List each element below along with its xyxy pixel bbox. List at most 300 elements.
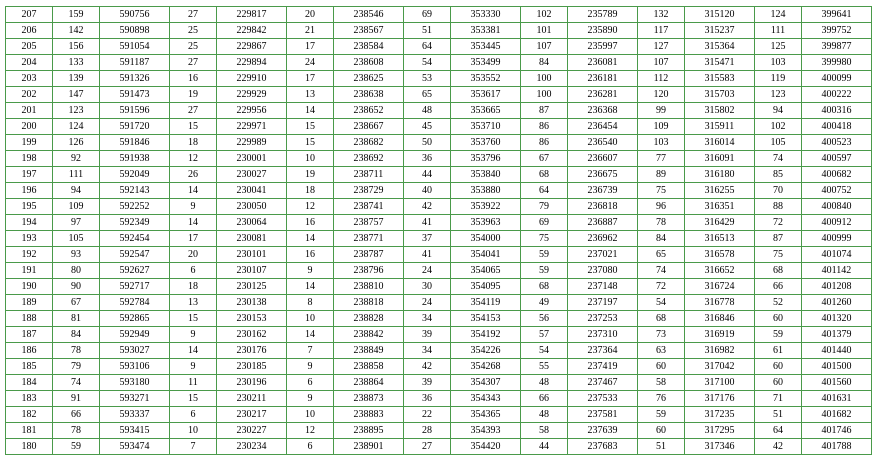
table-cell[interactable]: 14	[287, 231, 334, 247]
table-cell[interactable]: 237021	[568, 247, 638, 263]
table-cell[interactable]: 316982	[685, 343, 755, 359]
table-cell[interactable]: 9	[170, 359, 217, 375]
table-cell[interactable]: 81	[53, 311, 100, 327]
table-cell[interactable]: 44	[521, 439, 568, 455]
table-cell[interactable]: 353499	[451, 55, 521, 71]
table-cell[interactable]: 401379	[802, 327, 872, 343]
table-cell[interactable]: 198	[6, 151, 53, 167]
table-cell[interactable]: 236887	[568, 215, 638, 231]
table-cell[interactable]: 100	[521, 87, 568, 103]
table-cell[interactable]: 41	[404, 247, 451, 263]
table-cell[interactable]: 238667	[334, 119, 404, 135]
table-cell[interactable]: 315911	[685, 119, 755, 135]
table-cell[interactable]: 25	[170, 39, 217, 55]
table-cell[interactable]: 353381	[451, 23, 521, 39]
table-cell[interactable]: 21	[287, 23, 334, 39]
table-cell[interactable]: 401560	[802, 375, 872, 391]
table-cell[interactable]: 132	[638, 7, 685, 23]
table-cell[interactable]: 236368	[568, 103, 638, 119]
table-cell[interactable]: 69	[521, 215, 568, 231]
table-cell[interactable]: 102	[755, 119, 802, 135]
table-cell[interactable]: 238546	[334, 7, 404, 23]
table-cell[interactable]: 6	[170, 263, 217, 279]
table-cell[interactable]: 591187	[100, 55, 170, 71]
table-cell[interactable]: 59	[755, 327, 802, 343]
table-cell[interactable]: 238873	[334, 391, 404, 407]
table-cell[interactable]: 127	[638, 39, 685, 55]
table-cell[interactable]: 317346	[685, 439, 755, 455]
table-cell[interactable]: 400099	[802, 71, 872, 87]
table-cell[interactable]: 592627	[100, 263, 170, 279]
table-cell[interactable]: 592784	[100, 295, 170, 311]
table-cell[interactable]: 124	[53, 119, 100, 135]
table-cell[interactable]: 41	[404, 215, 451, 231]
table-cell[interactable]: 230107	[217, 263, 287, 279]
table-cell[interactable]: 400682	[802, 167, 872, 183]
table-cell[interactable]: 87	[755, 231, 802, 247]
table-cell[interactable]: 400840	[802, 199, 872, 215]
table-cell[interactable]: 65	[404, 87, 451, 103]
table-cell[interactable]: 354095	[451, 279, 521, 295]
table-cell[interactable]: 51	[404, 23, 451, 39]
table-cell[interactable]: 401208	[802, 279, 872, 295]
table-cell[interactable]: 207	[6, 7, 53, 23]
table-cell[interactable]: 9	[287, 391, 334, 407]
table-cell[interactable]: 238810	[334, 279, 404, 295]
table-cell[interactable]: 238567	[334, 23, 404, 39]
table-cell[interactable]: 7	[287, 343, 334, 359]
table-cell[interactable]: 230234	[217, 439, 287, 455]
table-cell[interactable]: 119	[755, 71, 802, 87]
table-cell[interactable]: 48	[521, 407, 568, 423]
table-cell[interactable]: 9	[287, 263, 334, 279]
table-cell[interactable]: 315802	[685, 103, 755, 119]
table-cell[interactable]: 74	[53, 375, 100, 391]
table-cell[interactable]: 235789	[568, 7, 638, 23]
table-cell[interactable]: 89	[638, 167, 685, 183]
table-cell[interactable]: 238652	[334, 103, 404, 119]
table-cell[interactable]: 353880	[451, 183, 521, 199]
table-cell[interactable]: 238711	[334, 167, 404, 183]
table-cell[interactable]: 193	[6, 231, 53, 247]
table-cell[interactable]: 182	[6, 407, 53, 423]
table-cell[interactable]: 316429	[685, 215, 755, 231]
table-cell[interactable]: 230041	[217, 183, 287, 199]
table-cell[interactable]: 316778	[685, 295, 755, 311]
table-cell[interactable]: 593180	[100, 375, 170, 391]
table-cell[interactable]: 401260	[802, 295, 872, 311]
table-cell[interactable]: 317042	[685, 359, 755, 375]
table-cell[interactable]: 202	[6, 87, 53, 103]
table-cell[interactable]: 84	[638, 231, 685, 247]
table-cell[interactable]: 592349	[100, 215, 170, 231]
table-cell[interactable]: 230050	[217, 199, 287, 215]
table-cell[interactable]: 229817	[217, 7, 287, 23]
table-cell[interactable]: 18	[170, 279, 217, 295]
table-cell[interactable]: 195	[6, 199, 53, 215]
table-cell[interactable]: 107	[638, 55, 685, 71]
table-cell[interactable]: 230101	[217, 247, 287, 263]
table-cell[interactable]: 86	[521, 135, 568, 151]
table-cell[interactable]: 18	[287, 183, 334, 199]
table-cell[interactable]: 92	[53, 151, 100, 167]
table-cell[interactable]: 112	[638, 71, 685, 87]
table-cell[interactable]: 52	[755, 295, 802, 311]
table-cell[interactable]: 353963	[451, 215, 521, 231]
table-cell[interactable]: 591720	[100, 119, 170, 135]
table-cell[interactable]: 44	[404, 167, 451, 183]
table-cell[interactable]: 14	[170, 183, 217, 199]
table-cell[interactable]: 78	[53, 343, 100, 359]
table-cell[interactable]: 17	[287, 39, 334, 55]
table-cell[interactable]: 199	[6, 135, 53, 151]
table-cell[interactable]: 15	[287, 119, 334, 135]
table-cell[interactable]: 235997	[568, 39, 638, 55]
table-cell[interactable]: 24	[404, 295, 451, 311]
table-cell[interactable]: 399641	[802, 7, 872, 23]
table-cell[interactable]: 316255	[685, 183, 755, 199]
table-cell[interactable]: 230162	[217, 327, 287, 343]
table-cell[interactable]: 229842	[217, 23, 287, 39]
table-cell[interactable]: 12	[287, 423, 334, 439]
table-cell[interactable]: 34	[404, 311, 451, 327]
table-cell[interactable]: 238796	[334, 263, 404, 279]
table-cell[interactable]: 315583	[685, 71, 755, 87]
table-cell[interactable]: 592252	[100, 199, 170, 215]
table-cell[interactable]: 238858	[334, 359, 404, 375]
table-cell[interactable]: 14	[287, 279, 334, 295]
table-cell[interactable]: 60	[638, 423, 685, 439]
table-cell[interactable]: 592143	[100, 183, 170, 199]
table-cell[interactable]: 592049	[100, 167, 170, 183]
table-cell[interactable]: 399980	[802, 55, 872, 71]
table-cell[interactable]: 64	[755, 423, 802, 439]
table-cell[interactable]: 102	[521, 7, 568, 23]
table-cell[interactable]: 401746	[802, 423, 872, 439]
table-cell[interactable]: 77	[638, 151, 685, 167]
table-cell[interactable]: 70	[755, 183, 802, 199]
table-cell[interactable]: 183	[6, 391, 53, 407]
table-cell[interactable]: 60	[638, 359, 685, 375]
table-cell[interactable]: 237467	[568, 375, 638, 391]
table-cell[interactable]: 592547	[100, 247, 170, 263]
table-cell[interactable]: 354041	[451, 247, 521, 263]
table-cell[interactable]: 238901	[334, 439, 404, 455]
table-cell[interactable]: 317295	[685, 423, 755, 439]
table-cell[interactable]: 354365	[451, 407, 521, 423]
table-cell[interactable]: 30	[404, 279, 451, 295]
table-cell[interactable]: 36	[404, 151, 451, 167]
table-cell[interactable]: 593415	[100, 423, 170, 439]
table-cell[interactable]: 74	[638, 263, 685, 279]
table-cell[interactable]: 17	[170, 231, 217, 247]
table-cell[interactable]: 236818	[568, 199, 638, 215]
table-cell[interactable]: 84	[521, 55, 568, 71]
table-cell[interactable]: 592717	[100, 279, 170, 295]
table-cell[interactable]: 42	[755, 439, 802, 455]
table-cell[interactable]: 63	[638, 343, 685, 359]
table-cell[interactable]: 16	[170, 71, 217, 87]
table-cell[interactable]: 353710	[451, 119, 521, 135]
table-cell[interactable]: 19	[170, 87, 217, 103]
table-cell[interactable]: 229929	[217, 87, 287, 103]
table-cell[interactable]: 591596	[100, 103, 170, 119]
table-cell[interactable]: 147	[53, 87, 100, 103]
table-cell[interactable]: 103	[638, 135, 685, 151]
table-cell[interactable]: 353617	[451, 87, 521, 103]
table-cell[interactable]: 192	[6, 247, 53, 263]
table-cell[interactable]: 592865	[100, 311, 170, 327]
table-cell[interactable]: 238729	[334, 183, 404, 199]
table-cell[interactable]: 72	[755, 215, 802, 231]
table-cell[interactable]: 354393	[451, 423, 521, 439]
table-cell[interactable]: 14	[170, 343, 217, 359]
table-cell[interactable]: 73	[638, 327, 685, 343]
table-cell[interactable]: 238692	[334, 151, 404, 167]
table-cell[interactable]: 54	[638, 295, 685, 311]
table-cell[interactable]: 237683	[568, 439, 638, 455]
table-cell[interactable]: 353840	[451, 167, 521, 183]
table-cell[interactable]: 15	[170, 391, 217, 407]
table-cell[interactable]: 400912	[802, 215, 872, 231]
table-cell[interactable]: 238682	[334, 135, 404, 151]
table-cell[interactable]: 59	[638, 407, 685, 423]
table-cell[interactable]: 24	[287, 55, 334, 71]
table-cell[interactable]: 79	[521, 199, 568, 215]
table-cell[interactable]: 230211	[217, 391, 287, 407]
table-cell[interactable]: 354192	[451, 327, 521, 343]
table-cell[interactable]: 9	[170, 327, 217, 343]
table-cell[interactable]: 68	[521, 279, 568, 295]
table-cell[interactable]: 230185	[217, 359, 287, 375]
table-cell[interactable]: 230153	[217, 311, 287, 327]
table-cell[interactable]: 591473	[100, 87, 170, 103]
table-cell[interactable]: 111	[53, 167, 100, 183]
table-cell[interactable]: 27	[170, 55, 217, 71]
table-cell[interactable]: 11	[170, 375, 217, 391]
table-cell[interactable]: 354065	[451, 263, 521, 279]
table-cell[interactable]: 238864	[334, 375, 404, 391]
table-cell[interactable]: 230138	[217, 295, 287, 311]
table-cell[interactable]: 18	[170, 135, 217, 151]
table-cell[interactable]: 399877	[802, 39, 872, 55]
table-cell[interactable]: 84	[53, 327, 100, 343]
table-cell[interactable]: 74	[755, 151, 802, 167]
table-cell[interactable]: 315120	[685, 7, 755, 23]
table-cell[interactable]: 48	[521, 375, 568, 391]
table-cell[interactable]: 353552	[451, 71, 521, 87]
table-cell[interactable]: 188	[6, 311, 53, 327]
table-cell[interactable]: 15	[170, 311, 217, 327]
table-cell[interactable]: 101	[521, 23, 568, 39]
table-cell[interactable]: 230125	[217, 279, 287, 295]
table-cell[interactable]: 353796	[451, 151, 521, 167]
table-cell[interactable]: 316846	[685, 311, 755, 327]
table-cell[interactable]: 317235	[685, 407, 755, 423]
table-cell[interactable]: 229867	[217, 39, 287, 55]
table-cell[interactable]: 57	[521, 327, 568, 343]
table-cell[interactable]: 315471	[685, 55, 755, 71]
table-cell[interactable]: 126	[53, 135, 100, 151]
table-cell[interactable]: 7	[170, 439, 217, 455]
table-cell[interactable]: 185	[6, 359, 53, 375]
table-cell[interactable]: 59	[521, 263, 568, 279]
table-cell[interactable]: 229989	[217, 135, 287, 151]
table-cell[interactable]: 6	[287, 439, 334, 455]
table-cell[interactable]: 237581	[568, 407, 638, 423]
table-cell[interactable]: 230176	[217, 343, 287, 359]
table-cell[interactable]: 317176	[685, 391, 755, 407]
table-cell[interactable]: 69	[404, 7, 451, 23]
table-cell[interactable]: 315364	[685, 39, 755, 55]
table-cell[interactable]: 78	[53, 423, 100, 439]
table-cell[interactable]: 27	[170, 103, 217, 119]
table-cell[interactable]: 6	[170, 407, 217, 423]
table-cell[interactable]: 6	[287, 375, 334, 391]
table-cell[interactable]: 48	[404, 103, 451, 119]
table-cell[interactable]: 593474	[100, 439, 170, 455]
table-cell[interactable]: 49	[521, 295, 568, 311]
table-cell[interactable]: 66	[53, 407, 100, 423]
table-cell[interactable]: 236081	[568, 55, 638, 71]
table-cell[interactable]: 315237	[685, 23, 755, 39]
table-cell[interactable]: 107	[521, 39, 568, 55]
table-cell[interactable]: 133	[53, 55, 100, 71]
table-cell[interactable]: 17	[287, 71, 334, 87]
table-cell[interactable]: 24	[404, 263, 451, 279]
table-cell[interactable]: 13	[170, 295, 217, 311]
table-cell[interactable]: 9	[170, 199, 217, 215]
table-cell[interactable]: 94	[755, 103, 802, 119]
table-cell[interactable]: 237419	[568, 359, 638, 375]
table-cell[interactable]: 592949	[100, 327, 170, 343]
table-cell[interactable]: 400222	[802, 87, 872, 103]
table-cell[interactable]: 316091	[685, 151, 755, 167]
table-cell[interactable]: 66	[755, 279, 802, 295]
table-cell[interactable]: 67	[521, 151, 568, 167]
table-cell[interactable]: 14	[287, 103, 334, 119]
table-cell[interactable]: 20	[170, 247, 217, 263]
table-cell[interactable]: 186	[6, 343, 53, 359]
table-cell[interactable]: 40	[404, 183, 451, 199]
table-cell[interactable]: 14	[170, 215, 217, 231]
table-cell[interactable]: 196	[6, 183, 53, 199]
table-cell[interactable]: 236675	[568, 167, 638, 183]
table-cell[interactable]: 353665	[451, 103, 521, 119]
table-cell[interactable]: 238638	[334, 87, 404, 103]
table-cell[interactable]: 123	[53, 103, 100, 119]
table-cell[interactable]: 590898	[100, 23, 170, 39]
table-cell[interactable]: 64	[404, 39, 451, 55]
table-cell[interactable]: 90	[53, 279, 100, 295]
table-cell[interactable]: 238895	[334, 423, 404, 439]
table-cell[interactable]: 194	[6, 215, 53, 231]
table-cell[interactable]: 400752	[802, 183, 872, 199]
table-cell[interactable]: 401440	[802, 343, 872, 359]
table-cell[interactable]: 123	[755, 87, 802, 103]
table-cell[interactable]: 237197	[568, 295, 638, 311]
table-cell[interactable]: 236454	[568, 119, 638, 135]
table-cell[interactable]: 190	[6, 279, 53, 295]
table-cell[interactable]: 80	[53, 263, 100, 279]
table-cell[interactable]: 354153	[451, 311, 521, 327]
table-cell[interactable]: 316919	[685, 327, 755, 343]
table-cell[interactable]: 142	[53, 23, 100, 39]
table-cell[interactable]: 60	[755, 375, 802, 391]
table-cell[interactable]: 13	[287, 87, 334, 103]
table-cell[interactable]: 159	[53, 7, 100, 23]
table-cell[interactable]: 230081	[217, 231, 287, 247]
table-cell[interactable]: 10	[287, 151, 334, 167]
table-cell[interactable]: 229971	[217, 119, 287, 135]
table-cell[interactable]: 54	[521, 343, 568, 359]
table-cell[interactable]: 238741	[334, 199, 404, 215]
table-cell[interactable]: 66	[521, 391, 568, 407]
table-cell[interactable]: 16	[287, 215, 334, 231]
table-cell[interactable]: 354307	[451, 375, 521, 391]
table-cell[interactable]: 79	[53, 359, 100, 375]
table-cell[interactable]: 51	[755, 407, 802, 423]
table-cell[interactable]: 86	[521, 119, 568, 135]
table-cell[interactable]: 61	[755, 343, 802, 359]
table-cell[interactable]: 591938	[100, 151, 170, 167]
table-cell[interactable]: 236739	[568, 183, 638, 199]
table-cell[interactable]: 60	[755, 359, 802, 375]
table-cell[interactable]: 230064	[217, 215, 287, 231]
table-cell[interactable]: 50	[404, 135, 451, 151]
table-cell[interactable]: 229910	[217, 71, 287, 87]
table-cell[interactable]: 399752	[802, 23, 872, 39]
table-cell[interactable]: 230027	[217, 167, 287, 183]
table-cell[interactable]: 55	[521, 359, 568, 375]
table-cell[interactable]: 68	[638, 311, 685, 327]
table-cell[interactable]: 197	[6, 167, 53, 183]
table-cell[interactable]: 316351	[685, 199, 755, 215]
table-cell[interactable]: 238625	[334, 71, 404, 87]
table-cell[interactable]: 401788	[802, 439, 872, 455]
table-cell[interactable]: 42	[404, 199, 451, 215]
table-cell[interactable]: 236181	[568, 71, 638, 87]
table-cell[interactable]: 316513	[685, 231, 755, 247]
table-cell[interactable]: 97	[53, 215, 100, 231]
table-cell[interactable]: 205	[6, 39, 53, 55]
table-cell[interactable]: 14	[287, 327, 334, 343]
table-cell[interactable]: 42	[404, 359, 451, 375]
table-cell[interactable]: 591846	[100, 135, 170, 151]
table-cell[interactable]: 237253	[568, 311, 638, 327]
table-cell[interactable]: 45	[404, 119, 451, 135]
table-cell[interactable]: 10	[170, 423, 217, 439]
table-cell[interactable]: 593027	[100, 343, 170, 359]
table-cell[interactable]: 353445	[451, 39, 521, 55]
table-cell[interactable]: 230001	[217, 151, 287, 167]
table-cell[interactable]: 15	[170, 119, 217, 135]
table-cell[interactable]: 400316	[802, 103, 872, 119]
table-cell[interactable]: 51	[638, 439, 685, 455]
table-cell[interactable]: 238818	[334, 295, 404, 311]
table-cell[interactable]: 53	[404, 71, 451, 87]
table-cell[interactable]: 229894	[217, 55, 287, 71]
table-cell[interactable]: 180	[6, 439, 53, 455]
table-cell[interactable]: 91	[53, 391, 100, 407]
table-cell[interactable]: 54	[404, 55, 451, 71]
table-cell[interactable]: 238828	[334, 311, 404, 327]
table-cell[interactable]: 238787	[334, 247, 404, 263]
table-cell[interactable]: 15	[287, 135, 334, 151]
table-cell[interactable]: 354268	[451, 359, 521, 375]
table-cell[interactable]: 76	[638, 391, 685, 407]
table-cell[interactable]: 238757	[334, 215, 404, 231]
